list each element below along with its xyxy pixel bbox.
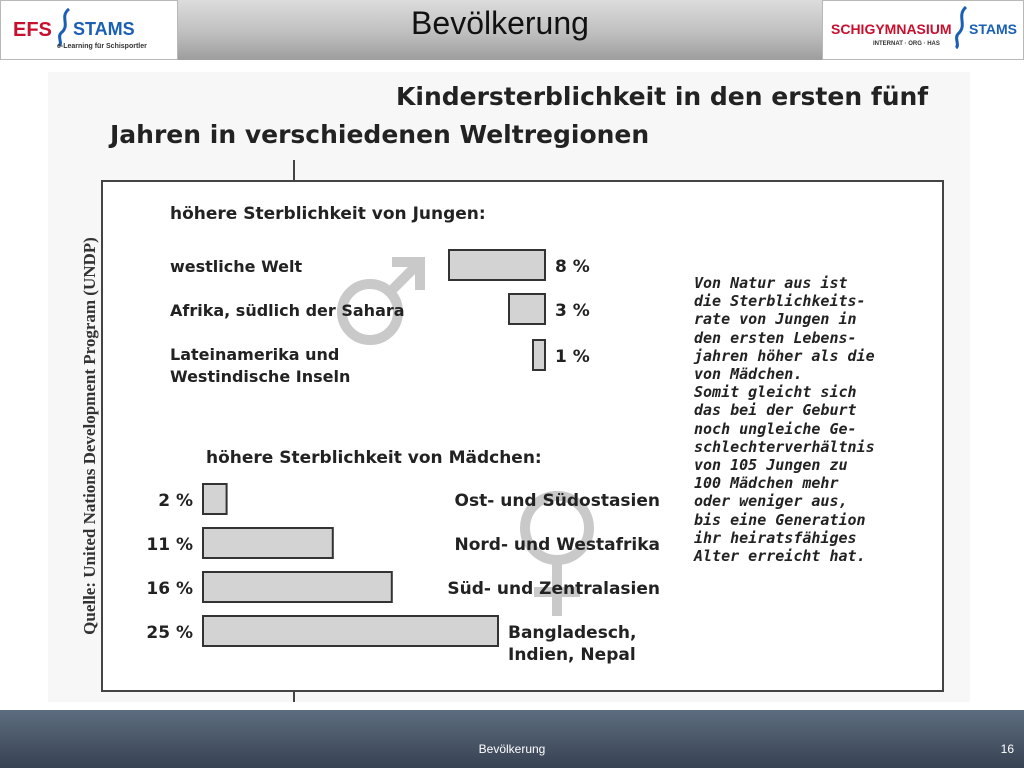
side-note bbox=[694, 274, 914, 565]
bar-category-label: Nord- und Westafrika bbox=[454, 535, 660, 555]
girls-section-heading: höhere Sterblichkeit von Mädchen: bbox=[206, 448, 542, 468]
side-note-line: oder weniger aus, bbox=[694, 492, 848, 511]
footer-title: Bevölkerung bbox=[478, 742, 546, 756]
bar-category-label: Afrika, südlich der Sahara bbox=[170, 301, 405, 320]
logo-right-prefix: SCHIGYMNASIUM bbox=[831, 21, 952, 37]
bar-category-label: Ost- und Südostasien bbox=[454, 491, 660, 511]
bar-category-label: westliche Welt bbox=[170, 257, 303, 276]
slide-title-line-1: Kindersterblichkeit in den ersten fünf bbox=[396, 82, 929, 111]
side-note-line: schlechterverhältnis bbox=[694, 437, 875, 456]
slide-title-line-2: Jahren in verschiedenen Weltregionen bbox=[110, 120, 650, 149]
page-title: Bevölkerung bbox=[411, 5, 589, 41]
side-note-line: Somit gleicht sich bbox=[694, 383, 857, 402]
logo-left-prefix: EFS bbox=[13, 19, 52, 41]
logo-left-suffix: STAMS bbox=[73, 19, 135, 39]
logo-right-subtitle: INTERNAT · ORG · HAS bbox=[873, 41, 940, 47]
side-note-line: von 105 Jungen zu bbox=[694, 456, 848, 475]
bar-value-label: 11 % bbox=[146, 535, 193, 555]
efs-stams-logo bbox=[0, 0, 178, 60]
side-note-line: von Mädchen. bbox=[694, 365, 803, 384]
side-note-line: das bei der Geburt bbox=[694, 401, 857, 420]
side-note-line: Von Natur aus ist bbox=[694, 274, 848, 292]
bar-value-label: 16 % bbox=[146, 579, 193, 599]
side-note-line: Alter erreicht hat. bbox=[694, 547, 866, 566]
side-note-line: die Sterblichkeits- bbox=[694, 292, 866, 311]
side-note-line: den ersten Lebens- bbox=[694, 328, 857, 347]
boys-section-heading: höhere Sterblichkeit von Jungen: bbox=[170, 204, 486, 224]
source-text: Quelle: United Nations Development Program (UNDP) bbox=[80, 237, 99, 635]
header-bar bbox=[0, 0, 1024, 60]
divider-tick bbox=[293, 160, 295, 182]
bar-value-label: 3 % bbox=[555, 301, 590, 321]
bar-category-label: Lateinamerika und bbox=[170, 345, 340, 364]
bar-value-label: 25 % bbox=[146, 623, 193, 643]
schigymnasium-stams-logo bbox=[822, 0, 1024, 60]
bar-category-label: Indien, Nepal bbox=[508, 645, 636, 665]
female-symbol-icon bbox=[492, 488, 622, 618]
logo-left-subtitle: e-Learning für Schisportler bbox=[57, 43, 147, 50]
side-note-line: ihr heiratsfähiges bbox=[694, 528, 857, 547]
male-symbol-icon bbox=[330, 252, 430, 352]
footer-bar bbox=[0, 710, 1024, 768]
bar-category-label: Westindische Inseln bbox=[170, 367, 351, 386]
bar-category-label: Süd- und Zentralasien bbox=[447, 579, 660, 599]
side-note-line: jahren höher als die bbox=[694, 346, 875, 365]
bar-value-label: 8 % bbox=[555, 257, 590, 277]
page-number: 16 bbox=[1000, 742, 1014, 756]
side-note-line: rate von Jungen in bbox=[694, 310, 857, 329]
side-note-line: noch ungleiche Ge- bbox=[694, 419, 857, 438]
side-note-line: bis eine Generation bbox=[694, 510, 866, 529]
logo-right-suffix: STAMS bbox=[969, 21, 1017, 37]
bar-category-label: Bangladesch, bbox=[508, 623, 637, 643]
side-note-line: 100 Mädchen mehr bbox=[694, 474, 839, 493]
bar-value-label: 2 % bbox=[158, 491, 193, 511]
skier-swoosh-icon bbox=[954, 5, 970, 54]
bar-value-label: 1 % bbox=[555, 347, 590, 367]
